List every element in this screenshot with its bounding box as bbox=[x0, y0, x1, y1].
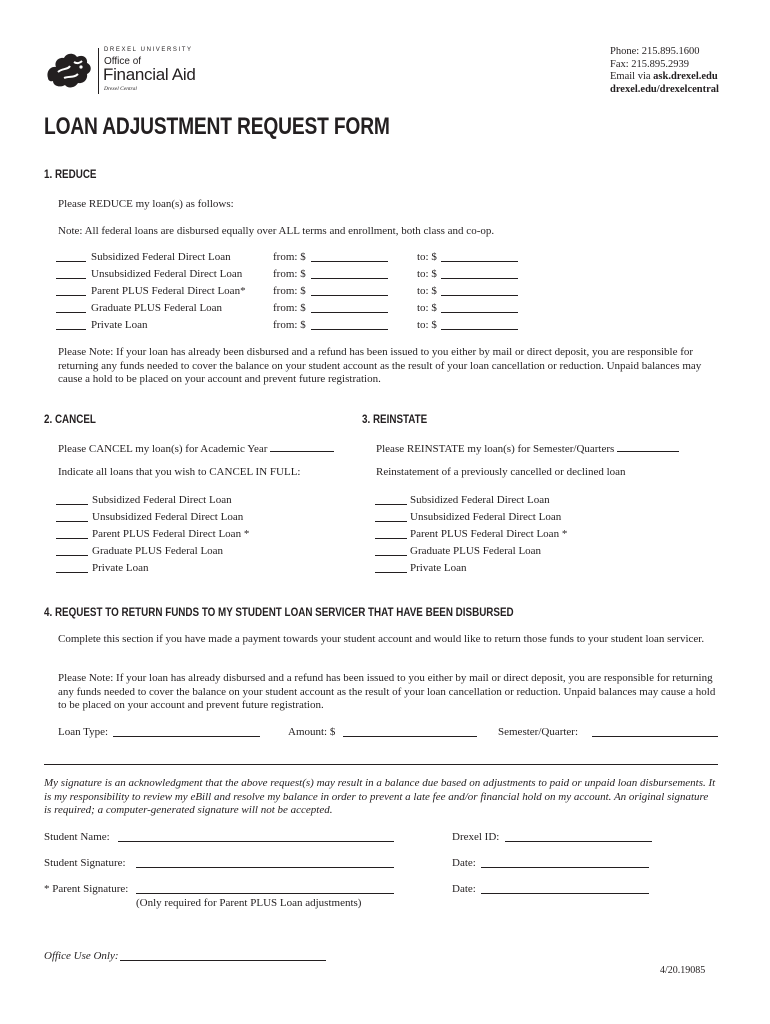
page-title: LOAN ADJUSTMENT REQUEST FORM bbox=[44, 113, 390, 140]
reinstate-row bbox=[375, 528, 655, 545]
student-name-input[interactable] bbox=[118, 831, 394, 842]
reduce-from-input[interactable] bbox=[311, 285, 388, 296]
email-text: Email via ask.drexel.edu bbox=[610, 71, 718, 82]
phone-text: Phone: 215.895.1600 bbox=[610, 46, 700, 57]
reduce-row bbox=[56, 251, 526, 268]
reduce-to-input[interactable] bbox=[441, 285, 518, 296]
reduce-from-label: from: $ bbox=[273, 302, 306, 314]
reduce-to-label: to: $ bbox=[417, 319, 437, 331]
reduce-from-input[interactable] bbox=[311, 251, 388, 262]
reinstate-check-field[interactable] bbox=[375, 511, 407, 522]
cancel-row bbox=[56, 562, 336, 579]
semester-quarter-input[interactable] bbox=[592, 726, 718, 737]
academic-year-input[interactable] bbox=[270, 441, 334, 452]
cancel-row bbox=[56, 494, 336, 511]
reinstate-loan-label: Unsubsidized Federal Direct Loan bbox=[410, 511, 562, 523]
form-code: 4/20.19085 bbox=[660, 965, 706, 976]
reduce-note: Note: All federal loans are disbursed equally over ALL terms and enrollment, both class and co-op. bbox=[58, 225, 495, 237]
cancel-row bbox=[56, 528, 336, 545]
student-date-label: Date: bbox=[452, 857, 476, 869]
reduce-from-input[interactable] bbox=[311, 302, 388, 313]
parent-date-input[interactable] bbox=[481, 883, 649, 894]
cancel-loan-label: Unsubsidized Federal Direct Loan bbox=[92, 511, 244, 523]
reduce-loan-label: Subsidized Federal Direct Loan bbox=[91, 251, 231, 263]
return-funds-intro: Complete this section if you have made a payment towards your student account and would like to return those funds to your student loan servicer. bbox=[58, 633, 705, 645]
semester-quarters-input[interactable] bbox=[617, 441, 679, 452]
reduce-heading: 1. REDUCE bbox=[44, 167, 97, 181]
email-link[interactable]: ask.drexel.edu bbox=[653, 71, 718, 82]
parent-signature-input[interactable] bbox=[136, 883, 394, 894]
reduce-from-label: from: $ bbox=[273, 268, 306, 280]
cancel-sub: Indicate all loans that you wish to CANCEL IN FULL: bbox=[58, 466, 301, 478]
signature-acknowledgment: My signature is an acknowledgment that the above request(s) may result in a balance due based on adjustments to paid or unpaid loan disbursements. It is my responsibility to review my eBill and resolve my balance in order to prevent a late fee and/or financial hold on my account. An original signature is required; a computer-generated signature will not be accepted. bbox=[44, 777, 716, 816]
financial-aid-text: Financial Aid bbox=[103, 65, 196, 84]
reinstate-heading: 3. REINSTATE bbox=[362, 412, 428, 426]
reduce-from-input[interactable] bbox=[311, 319, 388, 330]
fax-text: Fax: 215.895.2939 bbox=[610, 58, 690, 70]
return-funds-heading: 4. REQUEST TO RETURN FUNDS TO MY STUDENT LOAN SERVICER THAT HAVE BEEN DISBURSED bbox=[44, 605, 514, 619]
reduce-loan-label: Graduate PLUS Federal Loan bbox=[91, 302, 223, 314]
drexel-central-text: Drexel Central bbox=[104, 86, 137, 92]
cancel-check-field[interactable] bbox=[56, 494, 88, 505]
reduce-row bbox=[56, 319, 526, 336]
reduce-to-label: to: $ bbox=[417, 268, 437, 280]
reduce-please-note: Please Note: If your loan has already been disbursed and a refund has been issued to you either by mail or direct deposit, you are responsible for returning any funds needed to cover the balance on your student account as the result of your loan cancellation or reduction. Unpaid balances may cause a hold to be placed on your account and prevent future registration. bbox=[58, 346, 702, 385]
cancel-check-field[interactable] bbox=[56, 562, 88, 573]
reduce-loan-label: Private Loan bbox=[91, 319, 148, 331]
reduce-loan-label: Unsubsidized Federal Direct Loan bbox=[91, 268, 243, 280]
drexel-logo bbox=[44, 48, 204, 98]
reduce-to-input[interactable] bbox=[441, 319, 518, 330]
reinstate-row bbox=[375, 511, 655, 528]
cancel-loan-label: Subsidized Federal Direct Loan bbox=[92, 494, 232, 506]
cancel-check-field[interactable] bbox=[56, 545, 88, 556]
reinstate-check-field[interactable] bbox=[375, 528, 407, 539]
cancel-loan-list bbox=[56, 494, 336, 579]
student-name-label: Student Name: bbox=[44, 831, 110, 843]
student-signature-input[interactable] bbox=[136, 857, 394, 868]
loan-type-label: Loan Type: bbox=[58, 726, 109, 738]
reduce-from-input[interactable] bbox=[311, 268, 388, 279]
parent-note: (Only required for Parent PLUS Loan adjustments) bbox=[136, 897, 362, 909]
reinstate-sub: Reinstatement of a previously cancelled or declined loan bbox=[376, 466, 626, 478]
reduce-check-field[interactable] bbox=[56, 268, 86, 279]
reduce-check-field[interactable] bbox=[56, 251, 86, 262]
student-date-input[interactable] bbox=[481, 857, 649, 868]
office-use-input[interactable] bbox=[120, 950, 326, 961]
reinstate-intro: Please REINSTATE my loan(s) for Semester/Quarters bbox=[376, 441, 679, 457]
return-funds-please-note: Please Note: If your loan has already disbursed and a refund has been issued to you either by mail or direct deposit, you are responsible for returning any funds needed to cover the balance on your student account as the result of your loan cancellation or reduction. Unpaid balances may cause a hold to be placed on your account and prevent future registration. bbox=[58, 672, 716, 711]
office-of-text: Office of bbox=[104, 56, 142, 67]
loan-type-input[interactable] bbox=[113, 726, 260, 737]
reduce-to-label: to: $ bbox=[417, 285, 437, 297]
cancel-loan-label: Parent PLUS Federal Direct Loan * bbox=[92, 528, 250, 540]
reduce-row bbox=[56, 285, 526, 302]
cancel-row bbox=[56, 511, 336, 528]
reduce-check-field[interactable] bbox=[56, 319, 86, 330]
reduce-from-label: from: $ bbox=[273, 285, 306, 297]
website-link[interactable]: drexel.edu/drexelcentral bbox=[610, 83, 719, 95]
contact-info bbox=[610, 46, 719, 96]
semester-quarter-label: Semester/Quarter: bbox=[498, 726, 579, 738]
reduce-to-input[interactable] bbox=[441, 268, 518, 279]
reduce-intro: Please REDUCE my loan(s) as follows: bbox=[58, 198, 234, 210]
reinstate-row bbox=[375, 562, 655, 579]
reinstate-row bbox=[375, 545, 655, 562]
drexel-id-input[interactable] bbox=[505, 831, 652, 842]
cancel-heading: 2. CANCEL bbox=[44, 412, 96, 426]
reinstate-check-field[interactable] bbox=[375, 562, 407, 573]
reinstate-loan-label: Private Loan bbox=[410, 562, 467, 574]
reduce-to-label: to: $ bbox=[417, 251, 437, 263]
reduce-to-input[interactable] bbox=[441, 251, 518, 262]
reinstate-check-field[interactable] bbox=[375, 494, 407, 505]
reduce-check-field[interactable] bbox=[56, 285, 86, 296]
section-divider bbox=[44, 764, 718, 765]
cancel-loan-label: Graduate PLUS Federal Loan bbox=[92, 545, 224, 557]
reduce-row bbox=[56, 268, 526, 285]
reduce-to-input[interactable] bbox=[441, 302, 518, 313]
reinstate-loan-list bbox=[375, 494, 655, 579]
parent-signature-label: * Parent Signature: bbox=[44, 883, 129, 895]
dragon-icon bbox=[44, 48, 94, 90]
cancel-intro: Please CANCEL my loan(s) for Academic Year bbox=[58, 441, 334, 457]
reinstate-check-field[interactable] bbox=[375, 545, 407, 556]
cancel-row bbox=[56, 545, 336, 562]
student-signature-label: Student Signature: bbox=[44, 857, 126, 869]
cancel-check-field[interactable] bbox=[56, 528, 88, 539]
office-use-label: Office Use Only: bbox=[44, 950, 119, 962]
parent-date-label: Date: bbox=[452, 883, 476, 895]
reinstate-row bbox=[375, 494, 655, 511]
university-name: DREXEL UNIVERSITY bbox=[104, 47, 193, 53]
reinstate-loan-label: Parent PLUS Federal Direct Loan * bbox=[410, 528, 568, 540]
cancel-check-field[interactable] bbox=[56, 511, 88, 522]
reinstate-loan-label: Subsidized Federal Direct Loan bbox=[410, 494, 550, 506]
reduce-loan-list bbox=[56, 251, 526, 336]
cancel-loan-label: Private Loan bbox=[92, 562, 149, 574]
reduce-check-field[interactable] bbox=[56, 302, 86, 313]
drexel-id-label: Drexel ID: bbox=[452, 831, 500, 843]
reduce-to-label: to: $ bbox=[417, 302, 437, 314]
reinstate-loan-label: Graduate PLUS Federal Loan bbox=[410, 545, 542, 557]
reduce-row bbox=[56, 302, 526, 319]
reduce-loan-label: Parent PLUS Federal Direct Loan* bbox=[91, 285, 246, 297]
reduce-from-label: from: $ bbox=[273, 319, 306, 331]
amount-label: Amount: $ bbox=[288, 726, 336, 738]
reduce-from-label: from: $ bbox=[273, 251, 306, 263]
amount-input[interactable] bbox=[343, 726, 477, 737]
